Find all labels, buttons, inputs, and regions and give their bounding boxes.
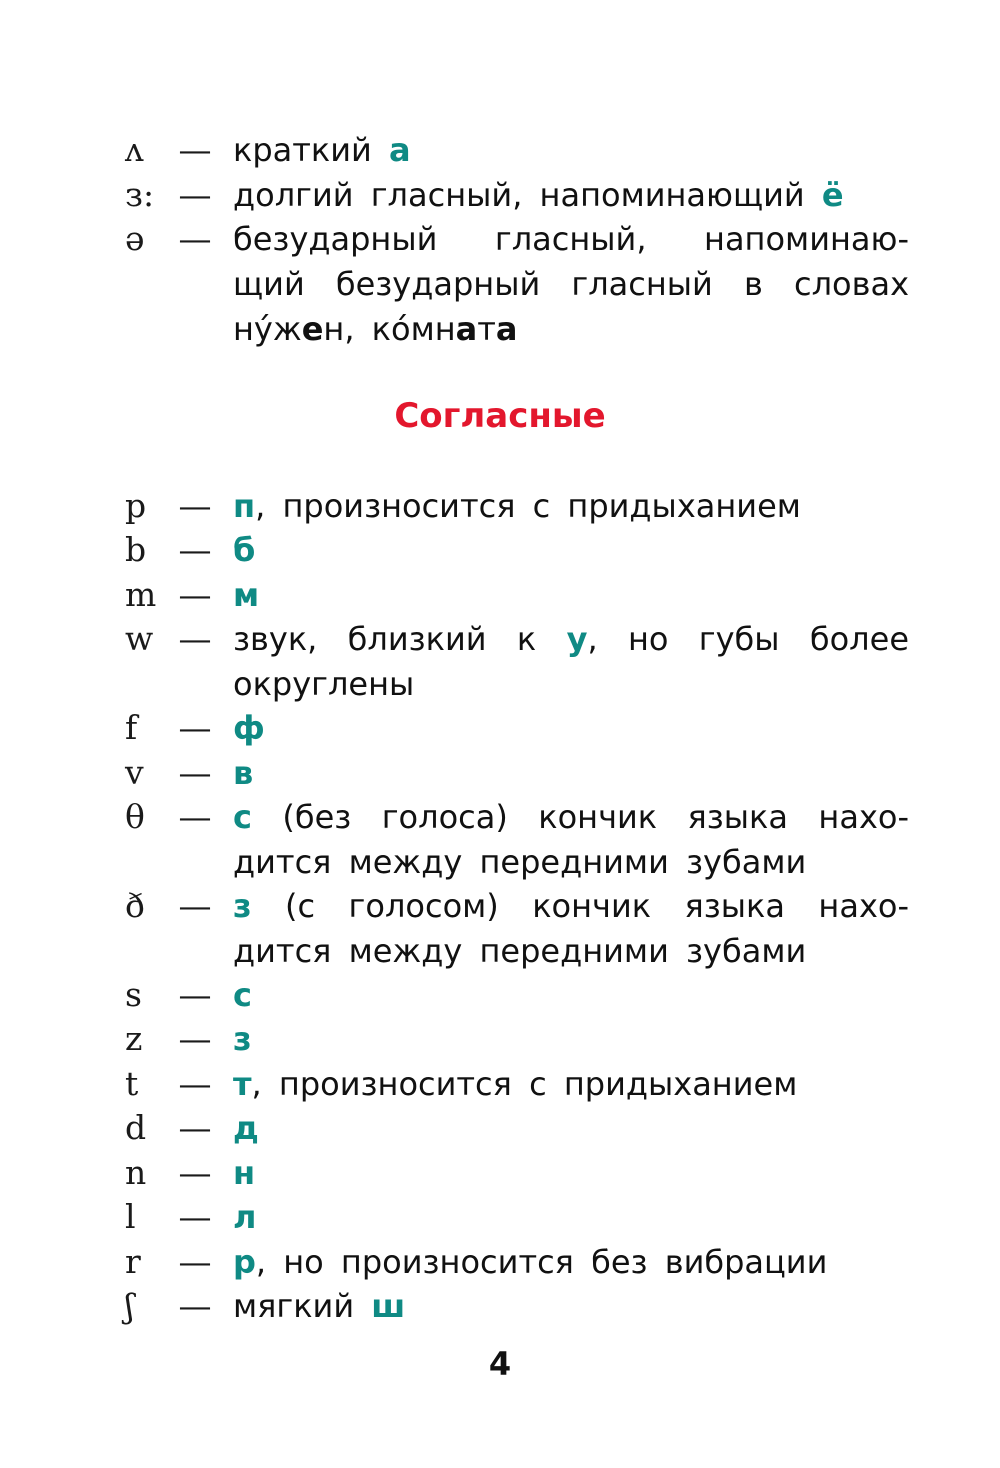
- phonetic-symbol: l: [125, 1197, 136, 1236]
- phonetic-symbol: θ: [125, 797, 145, 836]
- phonetic-symbol: m: [125, 575, 157, 614]
- description: [233, 528, 255, 573]
- dash: —: [178, 1286, 212, 1325]
- phonetic-symbol: w: [125, 619, 154, 658]
- description: [233, 706, 265, 751]
- section-title: Согласные: [394, 396, 606, 436]
- phonetic-symbol: з:: [125, 175, 155, 214]
- description-line-1: с (без голоса) кончик языка нахо-: [233, 798, 909, 836]
- russian-letter: в: [233, 754, 254, 792]
- russian-letter: т: [233, 1065, 252, 1103]
- description-line-1: з (с голосом) кончик языка нахо-: [233, 887, 909, 925]
- description-line-2: щий безударный гласный в словах: [233, 265, 909, 303]
- description: мягкий ш: [233, 1287, 406, 1325]
- phonetic-symbol: n: [125, 1153, 147, 1192]
- russian-letter: п: [233, 487, 256, 525]
- russian-letter: ф: [233, 709, 265, 747]
- dash: —: [178, 130, 212, 169]
- dash: —: [178, 797, 212, 836]
- phonetic-symbol: ð: [125, 886, 145, 925]
- dash: —: [178, 1064, 212, 1103]
- russian-letter: а: [388, 131, 411, 169]
- description: [233, 1017, 252, 1062]
- description: [233, 1151, 255, 1196]
- dash: —: [178, 886, 212, 925]
- russian-letter: б: [233, 531, 256, 569]
- phonetic-symbol: s: [125, 975, 142, 1014]
- dash: —: [178, 1197, 212, 1236]
- russian-letter: ё: [821, 176, 844, 214]
- phonetic-symbol: ə: [125, 219, 145, 258]
- russian-letter: з: [233, 887, 252, 925]
- dash: —: [178, 1242, 212, 1281]
- description: [233, 1195, 256, 1240]
- dash: —: [178, 1019, 212, 1058]
- dash: —: [178, 1108, 212, 1147]
- description: [233, 1106, 259, 1151]
- description-line-1: безударный гласный, напоминаю-: [233, 220, 909, 258]
- dash: —: [178, 619, 212, 658]
- description: т, произносится с придыханием: [233, 1065, 798, 1103]
- phonetic-symbol: p: [125, 486, 147, 525]
- russian-letter: з: [233, 1020, 252, 1058]
- phonetic-symbol: f: [125, 708, 138, 747]
- dash: —: [178, 1153, 212, 1192]
- phonetic-symbol: r: [125, 1242, 141, 1281]
- phonetic-symbol: b: [125, 530, 147, 569]
- dash: —: [178, 530, 212, 569]
- description: [233, 573, 259, 618]
- description-line-2: дится между передними зубами: [233, 843, 807, 881]
- description-line-2: округлены: [233, 665, 415, 703]
- dash: —: [178, 708, 212, 747]
- russian-letter: м: [233, 576, 260, 614]
- phonetic-symbol: ʌ: [125, 130, 144, 169]
- description: р, но произносится без вибрации: [233, 1243, 828, 1281]
- dash: —: [178, 175, 212, 214]
- russian-letter: у: [566, 620, 588, 658]
- dash: —: [178, 975, 212, 1014]
- page-number: 4: [488, 1345, 512, 1383]
- description: долгий гласный, напоминающий ё: [233, 176, 844, 214]
- phonetic-symbol: v: [125, 753, 144, 792]
- description: [233, 751, 253, 796]
- russian-letter: р: [233, 1243, 256, 1281]
- phonetic-symbol: d: [125, 1108, 147, 1147]
- russian-letter: н: [233, 1154, 256, 1192]
- description-line-3: ну́жен, ко́мната: [233, 310, 518, 348]
- phonetic-symbol: t: [125, 1064, 139, 1103]
- russian-letter: л: [233, 1198, 257, 1236]
- russian-letter: д: [233, 1109, 259, 1147]
- dash: —: [178, 486, 212, 525]
- russian-letter: ш: [371, 1287, 406, 1325]
- dash: —: [178, 753, 212, 792]
- phonetic-symbol: ʃ: [125, 1286, 134, 1325]
- phonetic-symbol: z: [125, 1019, 143, 1058]
- russian-letter: с: [233, 976, 252, 1014]
- description: [233, 973, 252, 1018]
- description: п, произносится с придыханием: [233, 487, 801, 525]
- dash: —: [178, 219, 212, 258]
- description-line-1: звук, близкий к у, но губы более: [233, 620, 910, 658]
- description: краткий а: [233, 131, 411, 169]
- description-line-2: дится между передними зубами: [233, 932, 807, 970]
- russian-letter: с: [233, 798, 252, 836]
- dash: —: [178, 575, 212, 614]
